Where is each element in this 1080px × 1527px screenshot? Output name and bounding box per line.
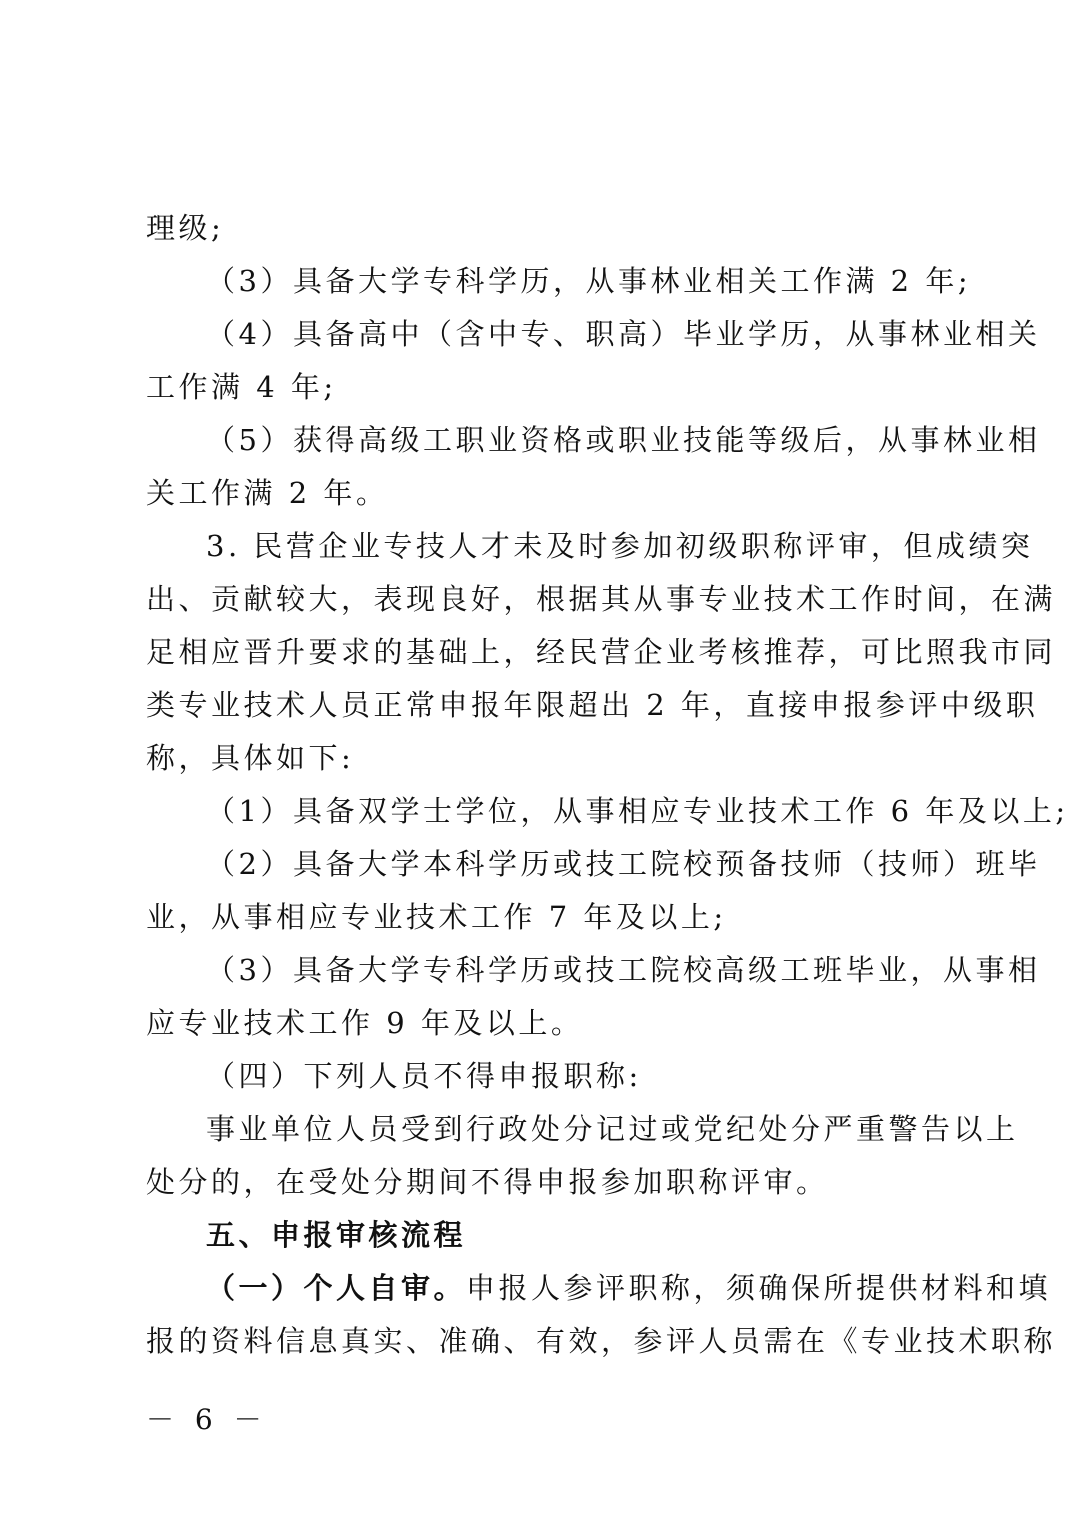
text-line: 足相应晋升要求的基础上，经民营企业考核推荐，可比照我市同 [146,635,1057,669]
text-line: （1）具备双学士学位，从事相应专业技术工作 6 年及以上; [206,794,1069,828]
text-line: 3. 民营企业专技人才未及时参加初级职称评审，但成绩突 [206,529,1034,563]
text-line: （4）具备高中（含中专、职高）毕业学历，从事林业相关 [206,317,1041,351]
text-line: 工作满 4 年; [146,370,337,404]
text-line: 关工作满 2 年。 [146,476,389,510]
text-line: （5）获得高级工职业资格或职业技能等级后，从事林业相 [206,423,1041,457]
text-line [206,1268,1052,1308]
text-line: （2）具备大学本科学历或技工院校预备技师（技师）班毕 [206,847,1041,881]
text-line: 称，具体如下: [146,741,355,775]
text-line: 应专业技术工作 9 年及以上。 [146,1006,584,1040]
section-heading: 五、申报审核流程 [206,1218,467,1252]
subsection-text: 申报人参评职称，须确保所提供材料和填 [466,1271,1052,1305]
text-line: （3）具备大学专科学历，从事林业相关工作满 2 年; [206,264,972,298]
text-line: 报的资料信息真实、准确、有效，参评人员需在《专业技术职称 [146,1324,1057,1358]
text-line: （3）具备大学专科学历或技工院校高级工班毕业，从事相 [206,953,1041,987]
text-line: 理级; [146,211,225,245]
text-line: 业，从事相应专业技术工作 7 年及以上; [146,900,727,934]
text-line: 出、贡献较大，表现良好，根据其从事专业技术工作时间，在满 [146,582,1057,616]
text-line: 事业单位人员受到行政处分记过或党纪处分严重警告以上 [206,1112,1019,1146]
subsection-lead: （一）个人自审。 [206,1271,467,1305]
text-line: 类专业技术人员正常申报年限超出 2 年，直接申报参评中级职 [146,688,1039,722]
page-number: － 6 － [146,1403,268,1436]
text-line: （四）下列人员不得申报职称: [206,1059,642,1093]
text-line: 处分的，在受处分期间不得申报参加职称评审。 [146,1165,829,1199]
